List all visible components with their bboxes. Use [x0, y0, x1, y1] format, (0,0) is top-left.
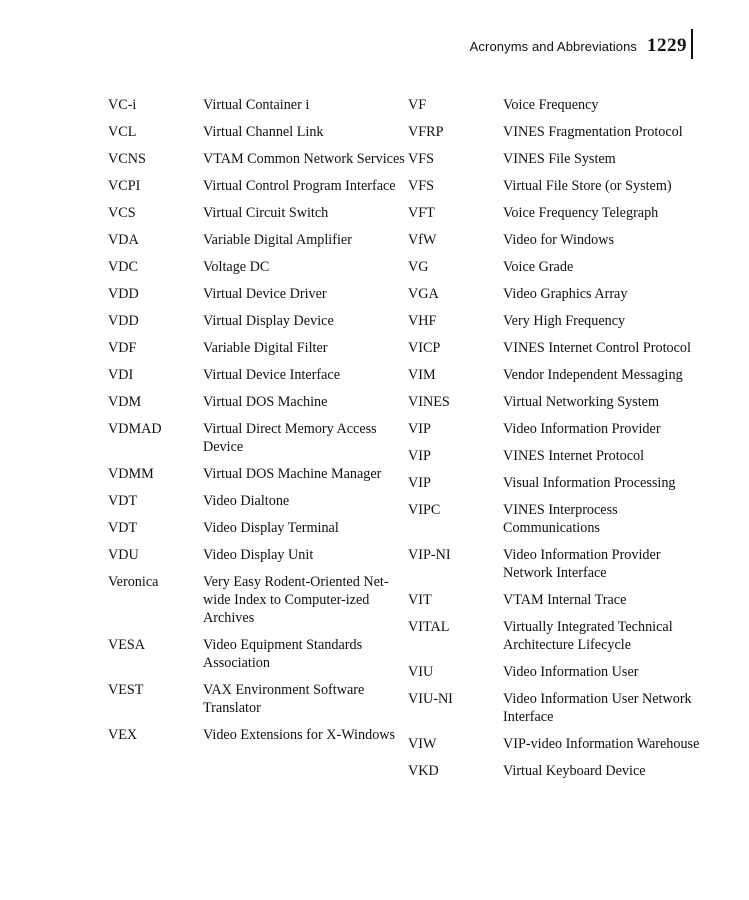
entry-abbreviation: VfW	[408, 232, 437, 248]
entry-definition: Video Extensions for X-Windows	[203, 727, 396, 743]
entry-abbreviation: VFT	[408, 205, 435, 221]
page-number: 1229	[647, 35, 687, 56]
entry-definition: Video Information Provider Network Interface	[503, 547, 661, 581]
entry-definition: VINES Interprocess Communications	[503, 502, 618, 536]
glossary-entry	[108, 150, 406, 168]
entry-definition: Video Display Unit	[203, 547, 314, 563]
glossary-entry	[108, 339, 406, 357]
glossary-entry	[108, 465, 406, 483]
entry-abbreviation: VF	[408, 97, 427, 113]
entry-definition: Virtual Device Interface	[203, 367, 340, 383]
glossary-entry	[108, 177, 406, 195]
entry-definition: VINES File System	[503, 151, 616, 167]
glossary-entry	[408, 501, 708, 537]
glossary-entry	[108, 204, 406, 222]
glossary-entry	[108, 312, 406, 330]
entry-definition: Virtual Control Program Interface	[203, 178, 396, 194]
entry-abbreviation: VGA	[408, 286, 439, 302]
entry-definition: Virtual Direct Memory Access Device	[203, 421, 377, 455]
entry-definition: Virtually Integrated Technical Architecture Lifecycle	[503, 619, 673, 653]
glossary-entry	[408, 474, 708, 492]
glossary-entry	[408, 96, 708, 114]
glossary-entry	[108, 420, 406, 456]
entry-abbreviation: VIU-NI	[408, 691, 453, 707]
entry-definition: Video Information User Network Interface	[503, 691, 692, 725]
entry-definition: Video Display Terminal	[203, 520, 339, 536]
entry-definition: Video Dialtone	[203, 493, 290, 509]
entry-abbreviation: VG	[408, 259, 429, 275]
glossary-entry	[108, 492, 406, 510]
entry-abbreviation: VIM	[408, 367, 436, 383]
glossary-entry	[408, 393, 708, 411]
entry-abbreviation: VITAL	[408, 619, 450, 635]
glossary-entry	[408, 690, 708, 726]
running-header	[470, 31, 693, 59]
entry-abbreviation: VIP	[408, 421, 431, 437]
entry-definition: Virtual Circuit Switch	[203, 205, 329, 221]
entry-definition: VINES Internet Control Protocol	[503, 340, 691, 356]
entry-definition: Video for Windows	[503, 232, 615, 248]
glossary-entry	[408, 447, 708, 465]
entry-abbreviation: VINES	[408, 394, 450, 410]
glossary-entry	[408, 546, 708, 582]
glossary-entry	[408, 762, 708, 780]
entry-definition: Video Graphics Array	[503, 286, 628, 302]
glossary-entry	[108, 123, 406, 141]
glossary-entry	[108, 366, 406, 384]
entry-abbreviation: VEST	[108, 682, 144, 698]
entry-abbreviation: VIP	[408, 448, 431, 464]
glossary-entry	[408, 735, 708, 753]
header-rule	[691, 29, 693, 59]
glossary-entry	[408, 150, 708, 168]
entry-definition: Virtual Container i	[203, 97, 310, 113]
entry-abbreviation: VIPC	[408, 502, 441, 518]
glossary-entry	[108, 573, 406, 627]
glossary-entry	[408, 618, 708, 654]
entry-definition: VINES Internet Protocol	[503, 448, 645, 464]
entry-abbreviation: VDD	[108, 313, 139, 329]
glossary-column-right	[408, 96, 708, 789]
entry-definition: Variable Digital Amplifier	[203, 232, 352, 248]
entry-definition: VTAM Common Network Services	[203, 151, 405, 167]
entry-definition: Visual Information Processing	[503, 475, 676, 491]
glossary-entry	[108, 519, 406, 537]
entry-definition: Very High Frequency	[503, 313, 626, 329]
glossary-entry	[408, 123, 708, 141]
entry-definition: Virtual Networking System	[503, 394, 659, 410]
entry-abbreviation: VDF	[108, 340, 137, 356]
entry-definition: Voice Frequency Telegraph	[503, 205, 659, 221]
entry-abbreviation: VESA	[108, 637, 146, 653]
glossary-entry	[108, 258, 406, 276]
entry-abbreviation: VDT	[108, 493, 138, 509]
entry-definition: Voice Grade	[503, 259, 574, 275]
glossary-entry	[108, 636, 406, 672]
entry-definition: Variable Digital Filter	[203, 340, 328, 356]
entry-definition: VIP-video Information Warehouse	[503, 736, 700, 752]
entry-abbreviation: VIP	[408, 475, 431, 491]
entry-abbreviation: VDMM	[108, 466, 154, 482]
entry-abbreviation: VIT	[408, 592, 432, 608]
glossary-entry	[408, 339, 708, 357]
entry-definition: Vendor Independent Messaging	[503, 367, 683, 383]
entry-abbreviation: VDT	[108, 520, 138, 536]
entry-abbreviation: VCPI	[108, 178, 141, 194]
entry-definition: Very Easy Rodent-Oriented Net-wide Index to Computer-ized Archives	[203, 574, 389, 626]
glossary-entry	[408, 285, 708, 303]
glossary-entry	[408, 591, 708, 609]
glossary-column-left	[108, 96, 406, 753]
entry-abbreviation: VIW	[408, 736, 437, 752]
entry-abbreviation: VIU	[408, 664, 434, 680]
glossary-entry	[108, 726, 406, 744]
entry-abbreviation: VEX	[108, 727, 138, 743]
entry-definition: VTAM Internal Trace	[503, 592, 627, 608]
entry-definition: Virtual DOS Machine Manager	[203, 466, 382, 482]
entry-abbreviation: VFS	[408, 178, 435, 194]
glossary-entry	[408, 366, 708, 384]
glossary-entry	[408, 204, 708, 222]
entry-abbreviation: VICP	[408, 340, 441, 356]
entry-abbreviation: VCNS	[108, 151, 146, 167]
glossary-entry	[408, 231, 708, 249]
entry-abbreviation: VDM	[108, 394, 142, 410]
entry-definition: Virtual DOS Machine	[203, 394, 328, 410]
entry-definition: Voltage DC	[203, 259, 270, 275]
entry-abbreviation: VDI	[108, 367, 134, 383]
entry-abbreviation: VFRP	[408, 124, 444, 140]
entry-abbreviation: VKD	[408, 763, 439, 779]
entry-abbreviation: VDC	[108, 259, 138, 275]
entry-abbreviation: VIP-NI	[408, 547, 451, 563]
entry-definition: Voice Frequency	[503, 97, 599, 113]
entry-definition: Virtual File Store (or System)	[503, 178, 672, 194]
entry-definition: VINES Fragmentation Protocol	[503, 124, 683, 140]
entry-definition: Video Information Provider	[503, 421, 661, 437]
glossary-entry	[108, 393, 406, 411]
entry-definition: Virtual Keyboard Device	[503, 763, 646, 779]
entry-definition: Virtual Display Device	[203, 313, 334, 329]
entry-abbreviation: VDD	[108, 286, 139, 302]
entry-abbreviation: VHF	[408, 313, 437, 329]
entry-abbreviation: VDMAD	[108, 421, 162, 437]
entry-abbreviation: VC-i	[108, 97, 137, 113]
glossary-entry	[108, 231, 406, 249]
entry-abbreviation: VCS	[108, 205, 136, 221]
entry-definition: Virtual Device Driver	[203, 286, 327, 302]
glossary-entry	[408, 663, 708, 681]
entry-abbreviation: VDA	[108, 232, 139, 248]
glossary-entry	[408, 258, 708, 276]
entry-abbreviation: VCL	[108, 124, 137, 140]
entry-abbreviation: Veronica	[108, 574, 159, 590]
glossary-entry	[408, 177, 708, 195]
running-header-title: Acronyms and Abbreviations	[469, 39, 637, 54]
entry-definition: VAX Environment Software Translator	[203, 682, 365, 716]
entry-abbreviation: VFS	[408, 151, 435, 167]
glossary-entry	[408, 312, 708, 330]
entry-definition: Video Information User	[503, 664, 639, 680]
entry-abbreviation: VDU	[108, 547, 139, 563]
entry-definition: Video Equipment Standards Association	[203, 637, 363, 671]
glossary-entry	[408, 420, 708, 438]
entry-definition: Virtual Channel Link	[203, 124, 324, 140]
glossary-entry	[108, 546, 406, 564]
glossary-entry	[108, 96, 406, 114]
glossary-entry	[108, 285, 406, 303]
glossary-entry	[108, 681, 406, 717]
